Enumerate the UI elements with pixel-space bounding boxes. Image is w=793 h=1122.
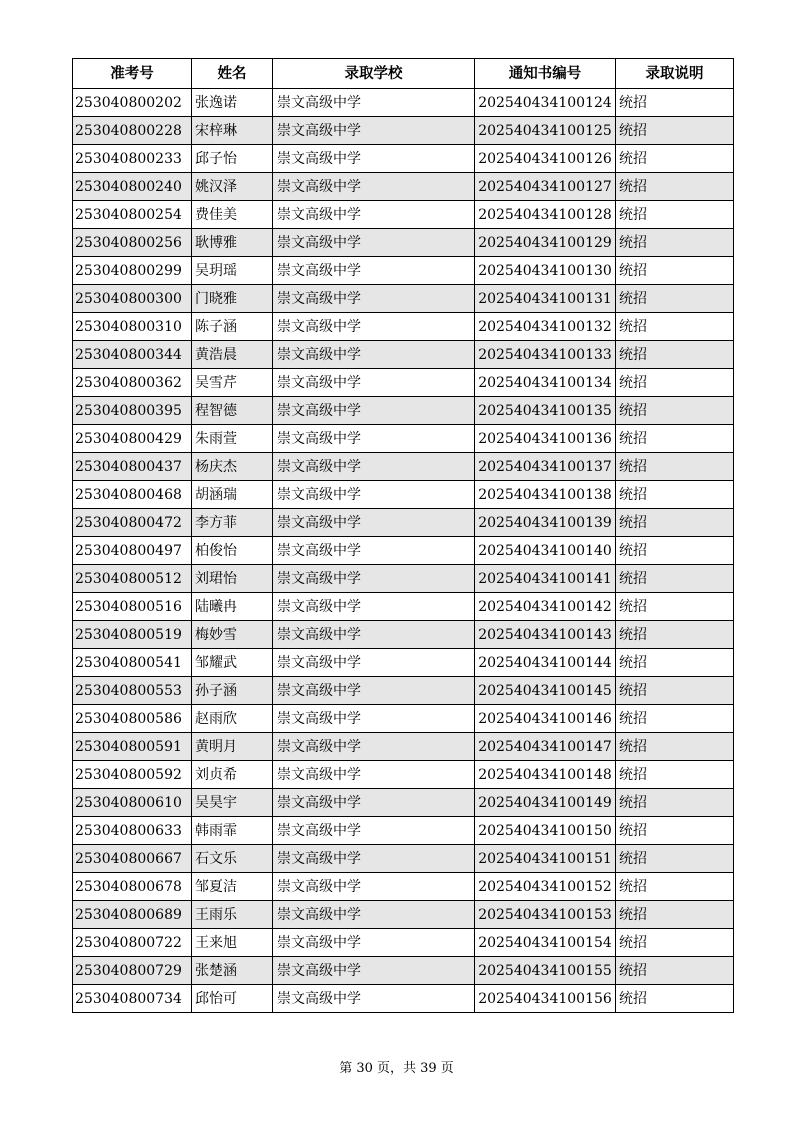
cell-notice-number: 202540434100141	[475, 565, 616, 593]
cell-notice-number: 202540434100128	[475, 201, 616, 229]
cell-school: 崇文高级中学	[273, 145, 475, 173]
cell-exam-id: 253040800667	[73, 845, 192, 873]
cell-admission-note: 统招	[616, 89, 734, 117]
cell-name: 刘珺怡	[192, 565, 273, 593]
cell-exam-id: 253040800310	[73, 313, 192, 341]
cell-notice-number: 202540434100135	[475, 397, 616, 425]
cell-name: 邱子怡	[192, 145, 273, 173]
table-row	[73, 341, 734, 369]
cell-admission-note: 统招	[616, 817, 734, 845]
cell-school: 崇文高级中学	[273, 705, 475, 733]
cell-exam-id: 253040800512	[73, 565, 192, 593]
table-row	[73, 985, 734, 1013]
cell-notice-number: 202540434100138	[475, 481, 616, 509]
cell-name: 柏俊怡	[192, 537, 273, 565]
cell-notice-number: 202540434100154	[475, 929, 616, 957]
cell-notice-number: 202540434100124	[475, 89, 616, 117]
cell-admission-note: 统招	[616, 285, 734, 313]
table-row	[73, 705, 734, 733]
cell-notice-number: 202540434100145	[475, 677, 616, 705]
table-row	[73, 677, 734, 705]
cell-name: 胡涵瑞	[192, 481, 273, 509]
table-row	[73, 733, 734, 761]
cell-school: 崇文高级中学	[273, 285, 475, 313]
cell-school: 崇文高级中学	[273, 565, 475, 593]
cell-name: 吴昊宇	[192, 789, 273, 817]
cell-school: 崇文高级中学	[273, 957, 475, 985]
cell-notice-number: 202540434100149	[475, 789, 616, 817]
cell-admission-note: 统招	[616, 509, 734, 537]
cell-admission-note: 统招	[616, 873, 734, 901]
table-row	[73, 873, 734, 901]
cell-admission-note: 统招	[616, 201, 734, 229]
cell-name: 王来旭	[192, 929, 273, 957]
cell-admission-note: 统招	[616, 705, 734, 733]
cell-exam-id: 253040800541	[73, 649, 192, 677]
cell-school: 崇文高级中学	[273, 425, 475, 453]
cell-admission-note: 统招	[616, 565, 734, 593]
cell-admission-note: 统招	[616, 649, 734, 677]
cell-name: 朱雨萱	[192, 425, 273, 453]
cell-exam-id: 253040800233	[73, 145, 192, 173]
cell-name: 黄明月	[192, 733, 273, 761]
table-row	[73, 453, 734, 481]
cell-name: 宋梓琳	[192, 117, 273, 145]
cell-notice-number: 202540434100156	[475, 985, 616, 1013]
cell-admission-note: 统招	[616, 425, 734, 453]
table-row	[73, 397, 734, 425]
cell-notice-number: 202540434100132	[475, 313, 616, 341]
cell-school: 崇文高级中学	[273, 733, 475, 761]
cell-school: 崇文高级中学	[273, 621, 475, 649]
cell-admission-note: 统招	[616, 901, 734, 929]
cell-notice-number: 202540434100152	[475, 873, 616, 901]
cell-admission-note: 统招	[616, 929, 734, 957]
table-row	[73, 957, 734, 985]
table-row	[73, 593, 734, 621]
cell-school: 崇文高级中学	[273, 649, 475, 677]
table-row	[73, 89, 734, 117]
table-row	[73, 369, 734, 397]
cell-admission-note: 统招	[616, 593, 734, 621]
cell-notice-number: 202540434100146	[475, 705, 616, 733]
cell-exam-id: 253040800429	[73, 425, 192, 453]
cell-name: 刘贞希	[192, 761, 273, 789]
cell-school: 崇文高级中学	[273, 89, 475, 117]
cell-school: 崇文高级中学	[273, 509, 475, 537]
cell-school: 崇文高级中学	[273, 201, 475, 229]
cell-name: 邱怡可	[192, 985, 273, 1013]
cell-name: 梅妙雪	[192, 621, 273, 649]
cell-admission-note: 统招	[616, 173, 734, 201]
cell-name: 李方菲	[192, 509, 273, 537]
header-notice-number: 通知书编号	[475, 59, 616, 89]
cell-name: 邹耀武	[192, 649, 273, 677]
table-row	[73, 145, 734, 173]
table-row	[73, 565, 734, 593]
cell-exam-id: 253040800395	[73, 397, 192, 425]
cell-admission-note: 统招	[616, 761, 734, 789]
cell-name: 姚汉泽	[192, 173, 273, 201]
cell-exam-id: 253040800362	[73, 369, 192, 397]
cell-admission-note: 统招	[616, 397, 734, 425]
cell-exam-id: 253040800256	[73, 229, 192, 257]
cell-exam-id: 253040800472	[73, 509, 192, 537]
cell-exam-id: 253040800633	[73, 817, 192, 845]
table-row	[73, 229, 734, 257]
cell-admission-note: 统招	[616, 789, 734, 817]
cell-notice-number: 202540434100127	[475, 173, 616, 201]
table-row	[73, 649, 734, 677]
cell-exam-id: 253040800497	[73, 537, 192, 565]
cell-notice-number: 202540434100153	[475, 901, 616, 929]
cell-notice-number: 202540434100139	[475, 509, 616, 537]
cell-name: 吴雪芹	[192, 369, 273, 397]
cell-notice-number: 202540434100126	[475, 145, 616, 173]
cell-admission-note: 统招	[616, 369, 734, 397]
table-row	[73, 537, 734, 565]
cell-exam-id: 253040800592	[73, 761, 192, 789]
cell-name: 陆曦冉	[192, 593, 273, 621]
cell-admission-note: 统招	[616, 677, 734, 705]
cell-name: 程智德	[192, 397, 273, 425]
cell-notice-number: 202540434100125	[475, 117, 616, 145]
cell-school: 崇文高级中学	[273, 817, 475, 845]
cell-exam-id: 253040800519	[73, 621, 192, 649]
table-row	[73, 509, 734, 537]
cell-exam-id: 253040800300	[73, 285, 192, 313]
cell-name: 耿博雅	[192, 229, 273, 257]
cell-school: 崇文高级中学	[273, 593, 475, 621]
cell-exam-id: 253040800689	[73, 901, 192, 929]
cell-exam-id: 253040800254	[73, 201, 192, 229]
cell-exam-id: 253040800729	[73, 957, 192, 985]
cell-name: 杨庆杰	[192, 453, 273, 481]
cell-notice-number: 202540434100143	[475, 621, 616, 649]
table-row	[73, 201, 734, 229]
table-row	[73, 257, 734, 285]
cell-admission-note: 统招	[616, 313, 734, 341]
cell-name: 王雨乐	[192, 901, 273, 929]
cell-exam-id: 253040800553	[73, 677, 192, 705]
cell-exam-id: 253040800240	[73, 173, 192, 201]
cell-notice-number: 202540434100155	[475, 957, 616, 985]
table-row	[73, 845, 734, 873]
cell-name: 石文乐	[192, 845, 273, 873]
cell-name: 孙子涵	[192, 677, 273, 705]
admission-table	[72, 58, 734, 1013]
table-row	[73, 817, 734, 845]
cell-school: 崇文高级中学	[273, 313, 475, 341]
cell-admission-note: 统招	[616, 481, 734, 509]
cell-school: 崇文高级中学	[273, 845, 475, 873]
cell-school: 崇文高级中学	[273, 677, 475, 705]
table-row	[73, 761, 734, 789]
page-footer: 第 30 页，共 39 页	[339, 1061, 454, 1076]
cell-exam-id: 253040800437	[73, 453, 192, 481]
cell-name: 邹夏洁	[192, 873, 273, 901]
cell-notice-number: 202540434100133	[475, 341, 616, 369]
cell-notice-number: 202540434100148	[475, 761, 616, 789]
cell-notice-number: 202540434100147	[475, 733, 616, 761]
cell-admission-note: 统招	[616, 733, 734, 761]
cell-school: 崇文高级中学	[273, 761, 475, 789]
cell-notice-number: 202540434100140	[475, 537, 616, 565]
cell-admission-note: 统招	[616, 229, 734, 257]
cell-name: 陈子涵	[192, 313, 273, 341]
cell-name: 张楚涵	[192, 957, 273, 985]
cell-name: 门晓雅	[192, 285, 273, 313]
cell-admission-note: 统招	[616, 341, 734, 369]
cell-notice-number: 202540434100151	[475, 845, 616, 873]
header-name: 姓名	[192, 59, 273, 89]
cell-school: 崇文高级中学	[273, 257, 475, 285]
cell-name: 吴玥瑶	[192, 257, 273, 285]
cell-notice-number: 202540434100144	[475, 649, 616, 677]
cell-school: 崇文高级中学	[273, 985, 475, 1013]
cell-exam-id: 253040800678	[73, 873, 192, 901]
cell-notice-number: 202540434100136	[475, 425, 616, 453]
cell-notice-number: 202540434100131	[475, 285, 616, 313]
cell-admission-note: 统招	[616, 145, 734, 173]
cell-exam-id: 253040800202	[73, 89, 192, 117]
table-row	[73, 621, 734, 649]
cell-school: 崇文高级中学	[273, 929, 475, 957]
cell-exam-id: 253040800344	[73, 341, 192, 369]
cell-exam-id: 253040800228	[73, 117, 192, 145]
table-row	[73, 425, 734, 453]
cell-name: 费佳美	[192, 201, 273, 229]
table-row	[73, 929, 734, 957]
cell-school: 崇文高级中学	[273, 901, 475, 929]
cell-admission-note: 统招	[616, 957, 734, 985]
cell-exam-id: 253040800734	[73, 985, 192, 1013]
cell-exam-id: 253040800591	[73, 733, 192, 761]
cell-admission-note: 统招	[616, 117, 734, 145]
cell-school: 崇文高级中学	[273, 789, 475, 817]
table-row	[73, 285, 734, 313]
cell-exam-id: 253040800610	[73, 789, 192, 817]
cell-admission-note: 统招	[616, 985, 734, 1013]
table-row	[73, 117, 734, 145]
cell-notice-number: 202540434100134	[475, 369, 616, 397]
cell-admission-note: 统招	[616, 537, 734, 565]
header-exam-id: 准考号	[73, 59, 192, 89]
cell-school: 崇文高级中学	[273, 537, 475, 565]
table-row	[73, 789, 734, 817]
cell-exam-id: 253040800586	[73, 705, 192, 733]
cell-name: 赵雨欣	[192, 705, 273, 733]
table-header-row	[73, 59, 734, 89]
table-row	[73, 313, 734, 341]
cell-notice-number: 202540434100142	[475, 593, 616, 621]
cell-school: 崇文高级中学	[273, 481, 475, 509]
table-row	[73, 173, 734, 201]
cell-name: 黄浩晨	[192, 341, 273, 369]
header-school: 录取学校	[273, 59, 475, 89]
cell-school: 崇文高级中学	[273, 173, 475, 201]
cell-school: 崇文高级中学	[273, 397, 475, 425]
cell-admission-note: 统招	[616, 621, 734, 649]
cell-notice-number: 202540434100130	[475, 257, 616, 285]
cell-exam-id: 253040800299	[73, 257, 192, 285]
cell-admission-note: 统招	[616, 453, 734, 481]
cell-admission-note: 统招	[616, 257, 734, 285]
admission-table-container	[72, 58, 733, 1013]
cell-school: 崇文高级中学	[273, 369, 475, 397]
cell-notice-number: 202540434100150	[475, 817, 616, 845]
cell-school: 崇文高级中学	[273, 341, 475, 369]
cell-admission-note: 统招	[616, 845, 734, 873]
cell-name: 韩雨霏	[192, 817, 273, 845]
cell-exam-id: 253040800722	[73, 929, 192, 957]
table-row	[73, 481, 734, 509]
table-row	[73, 901, 734, 929]
cell-exam-id: 253040800468	[73, 481, 192, 509]
cell-name: 张逸诺	[192, 89, 273, 117]
table-body	[73, 89, 734, 1013]
cell-school: 崇文高级中学	[273, 453, 475, 481]
cell-exam-id: 253040800516	[73, 593, 192, 621]
cell-school: 崇文高级中学	[273, 873, 475, 901]
header-admission-note: 录取说明	[616, 59, 734, 89]
cell-notice-number: 202540434100137	[475, 453, 616, 481]
cell-school: 崇文高级中学	[273, 229, 475, 257]
cell-notice-number: 202540434100129	[475, 229, 616, 257]
cell-school: 崇文高级中学	[273, 117, 475, 145]
